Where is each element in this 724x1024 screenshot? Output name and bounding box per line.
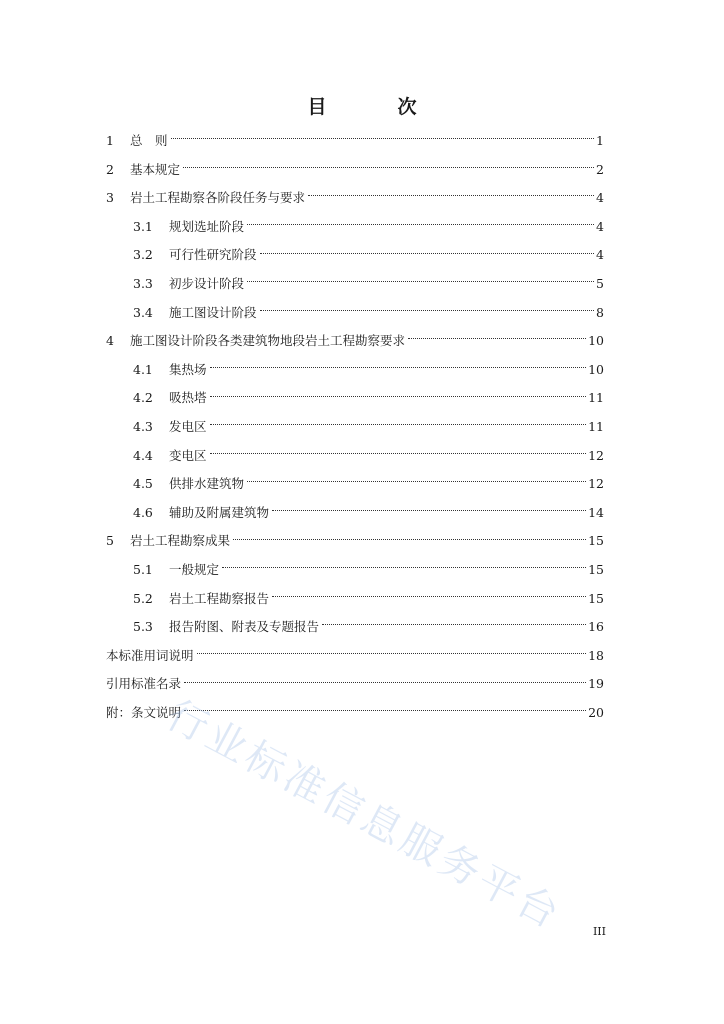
toc-entry-label: 总 则 — [130, 133, 168, 148]
toc-entry-number: 3.4 — [133, 304, 153, 320]
toc-entry-label: 引用标准名录 — [106, 676, 182, 692]
toc-dot-leader — [322, 623, 586, 625]
toc-entry-page: 15 — [588, 533, 604, 549]
toc-entry-number: 4 — [106, 333, 114, 349]
toc-entry-label: 报告附图、附表及专题报告 — [169, 619, 320, 635]
toc-entry-label: 岩土工程勘察成果 — [130, 533, 231, 549]
toc-dot-leader — [272, 509, 586, 511]
toc-entry-page: 11 — [588, 418, 604, 434]
toc-entry-label: 变电区 — [169, 447, 207, 463]
toc-dot-leader — [171, 137, 595, 139]
page-title: 目 次 — [307, 96, 443, 118]
toc-entry[interactable] — [106, 527, 604, 556]
toc-entry-label: 供排水建筑物 — [169, 476, 245, 492]
toc-entry-label: 发电区 — [169, 418, 207, 434]
toc-dot-leader — [183, 166, 594, 168]
toc-entry-number: 5.2 — [133, 590, 153, 606]
toc-entry-label: 辅助及附属建筑物 — [169, 504, 270, 520]
toc-entry[interactable] — [106, 184, 604, 213]
toc-entry-label: 施工图设计阶段 — [169, 304, 257, 320]
toc-entry-page: 20 — [588, 704, 604, 720]
toc-entry-label: 附：条文说明 — [106, 704, 182, 720]
toc-dot-leader — [210, 395, 587, 397]
toc-entry-page: 12 — [588, 447, 604, 463]
toc-entry-label: 吸热塔 — [169, 390, 207, 406]
toc-entry-page: 12 — [588, 476, 604, 492]
toc-entry-label: 规划选址阶段 — [169, 218, 245, 234]
toc-entry-number: 4.1 — [133, 361, 153, 377]
toc-entry[interactable] — [106, 327, 604, 356]
toc-entry[interactable] — [106, 413, 604, 442]
toc-entry[interactable] — [106, 499, 604, 528]
toc-dot-leader — [233, 538, 586, 540]
toc-dot-leader — [272, 595, 586, 597]
toc-entry[interactable] — [106, 156, 604, 185]
toc-dot-leader — [247, 480, 586, 482]
toc-entry-page: 18 — [588, 647, 604, 663]
toc-entry-page: 10 — [588, 361, 604, 377]
toc-entry-page: 16 — [588, 619, 604, 635]
toc-entry[interactable] — [106, 670, 604, 699]
toc-entry-page: 4 — [596, 190, 604, 206]
toc-entry-page: 11 — [588, 390, 604, 406]
toc-dot-leader — [210, 423, 587, 425]
toc-dot-leader — [408, 337, 586, 339]
toc-entry-label: 可行性研究阶段 — [169, 247, 257, 263]
toc-dot-leader — [308, 194, 594, 196]
toc-entry-page: 15 — [588, 561, 604, 577]
toc-entry[interactable] — [106, 127, 604, 156]
toc-entry[interactable] — [106, 470, 604, 499]
toc-entry[interactable] — [106, 299, 604, 328]
toc-entry[interactable] — [106, 699, 604, 728]
toc-entry-label: 本标准用词说明 — [106, 647, 194, 663]
toc-entry-page: 5 — [596, 275, 604, 291]
toc-entry[interactable] — [106, 213, 604, 242]
toc-entry[interactable] — [106, 613, 604, 642]
page-number: III — [592, 925, 606, 938]
toc-entry-number: 1 — [106, 133, 114, 148]
toc-dot-leader — [184, 681, 586, 683]
table-of-contents — [106, 127, 604, 727]
toc-entry-number: 4.3 — [133, 418, 153, 434]
toc-entry-label: 集热场 — [169, 361, 207, 377]
toc-entry[interactable] — [106, 442, 604, 471]
toc-entry-page: 14 — [588, 504, 604, 520]
toc-entry[interactable] — [106, 384, 604, 413]
toc-entry-number: 2 — [106, 161, 114, 177]
toc-entry-number: 3 — [106, 190, 114, 206]
toc-entry-number: 3.1 — [133, 218, 153, 234]
toc-entry-label: 岩土工程勘察各阶段任务与要求 — [130, 190, 306, 206]
toc-entry[interactable] — [106, 642, 604, 671]
toc-entry-number: 4.2 — [133, 390, 153, 406]
toc-entry-label: 施工图设计阶段各类建筑物地段岩土工程勘察要求 — [130, 333, 406, 349]
toc-entry-page: 4 — [596, 218, 604, 234]
toc-entry-label: 基本规定 — [130, 161, 181, 177]
toc-entry[interactable] — [106, 556, 604, 585]
toc-entry-page: 2 — [596, 161, 604, 177]
toc-entry-label: 一般规定 — [169, 561, 220, 577]
toc-entry-page: 15 — [588, 590, 604, 606]
toc-entry[interactable] — [106, 585, 604, 614]
toc-entry-number: 4.5 — [133, 476, 153, 492]
toc-entry-number: 4.6 — [133, 504, 153, 520]
toc-entry-number: 5 — [106, 533, 114, 549]
toc-dot-leader — [210, 366, 587, 368]
toc-dot-leader — [222, 566, 586, 568]
toc-entry[interactable] — [106, 270, 604, 299]
toc-dot-leader — [184, 709, 586, 711]
toc-entry-number: 4.4 — [133, 447, 153, 463]
toc-entry-number: 5.1 — [133, 561, 153, 577]
toc-entry-page: 4 — [596, 247, 604, 263]
toc-entry-page: 10 — [588, 333, 604, 349]
toc-dot-leader — [210, 452, 587, 454]
toc-entry-number: 5.3 — [133, 619, 153, 635]
toc-dot-leader — [197, 652, 587, 654]
toc-entry-label: 岩土工程勘察报告 — [169, 590, 270, 606]
toc-dot-leader — [260, 309, 595, 311]
toc-entry-number: 3.2 — [133, 247, 153, 263]
toc-entry-number: 3.3 — [133, 275, 153, 291]
toc-entry-page: 19 — [588, 676, 604, 692]
toc-entry[interactable] — [106, 241, 604, 270]
toc-dot-leader — [260, 252, 595, 254]
watermark: 行业标准信息服务平台 — [159, 691, 570, 940]
toc-dot-leader — [247, 223, 594, 225]
toc-entry-page: 8 — [596, 304, 604, 320]
toc-entry-label: 初步设计阶段 — [169, 275, 245, 291]
toc-entry-page: 1 — [596, 133, 604, 148]
toc-entry[interactable] — [106, 356, 604, 385]
toc-dot-leader — [247, 280, 594, 282]
